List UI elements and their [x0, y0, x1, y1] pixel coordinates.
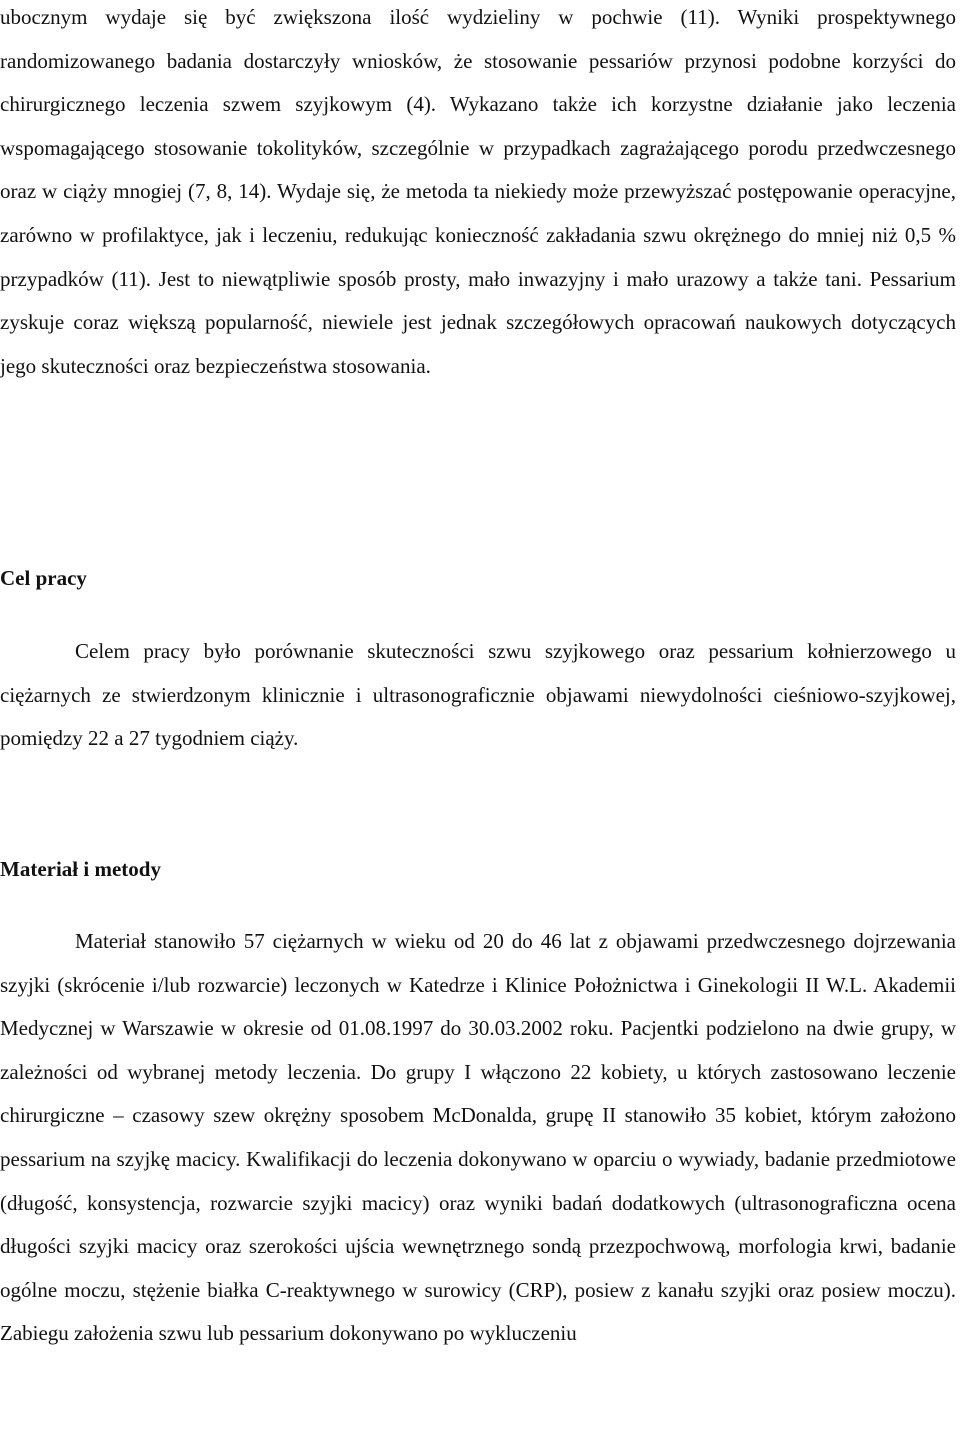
intro-paragraph: ubocznym wydaje się być zwiększona ilość wydzieliny w pochwie (11). Wyniki prospektywnego randomizowanego badania dostarczyły wniosków, że stosowanie pessariów przynosi podobne korzyści do chirurgicznego leczenia szwem szyjkowym (4). Wykazano także ich korzystne działanie jako leczenia wspomagającego stosowanie tokolityków, szczególnie w przypadkach zagrażającego porodu przedwczesnego oraz w ciąży mnogiej (7, 8, 14). Wydaje się, że metoda ta niekiedy może przewyższać postępowanie operacyjne, zarówno w profilaktyce, jak i leczeniu, redukując konieczność zakładania szwu okrężnego do mniej niż 0,5 % przypadków (11). Jest to niewątpliwie sposób prosty, mało inwazyjny i mało urazowy a także tani. Pessarium zyskuje coraz większą popularność, niewiele jest jednak szczegółowych opracowań naukowych dotyczących jego skuteczności oraz bezpieczeństwa stosowania.: [0, 5, 956, 378]
cel-pracy-paragraph: Celem pracy było porównanie skuteczności szwu szyjkowego oraz pessarium kołnierzowego u ciężarnych ze stwierdzonym klinicznie i ultrasonograficznie objawami niewydolności cieśniowo-szyjkowej, pomiędzy 22 a 27 tygodniem ciąży.: [0, 639, 956, 751]
section-heading-material-i-metody: Materiał i metody: [0, 857, 161, 881]
section-heading-cel-pracy: Cel pracy: [0, 566, 87, 590]
material-i-metody-paragraph: Materiał stanowiło 57 ciężarnych w wieku od 20 do 46 lat z objawami przedwczesnego dojrzewania szyjki (skrócenie i/lub rozwarcie) leczonych w Katedrze i Klinice Położnictwa i Ginekologii II W.L. Akademii Medycznej w Warszawie w okresie od 01.08.1997 do 30.03.2002 roku. Pacjentki podzielono na dwie grupy, w zależności od wybranej metody leczenia. Do grupy I włączono 22 kobiety, u których zastosowano leczenie chirurgiczne – czasowy szew okrężny sposobem McDonalda, grupę II stanowiło 35 kobiet, którym założono pessarium na szyjkę macicy. Kwalifikacji do leczenia dokonywano w oparciu o wywiady, badanie przedmiotowe (długość, konsystencja, rozwarcie szyjki macicy) oraz wyniki badań dodatkowych (ultrasonograficzna ocena długości szyjki macicy oraz szerokości ujścia wewnętrznego sondą przezpochwową, morfologia krwi, badanie ogólne moczu, stężenie białka C-reaktywnego w surowicy (CRP), posiew z kanału szyjki oraz posiew moczu). Zabiegu założenia szwu lub pessarium dokonywano po wykluczeniu: [0, 929, 956, 1346]
